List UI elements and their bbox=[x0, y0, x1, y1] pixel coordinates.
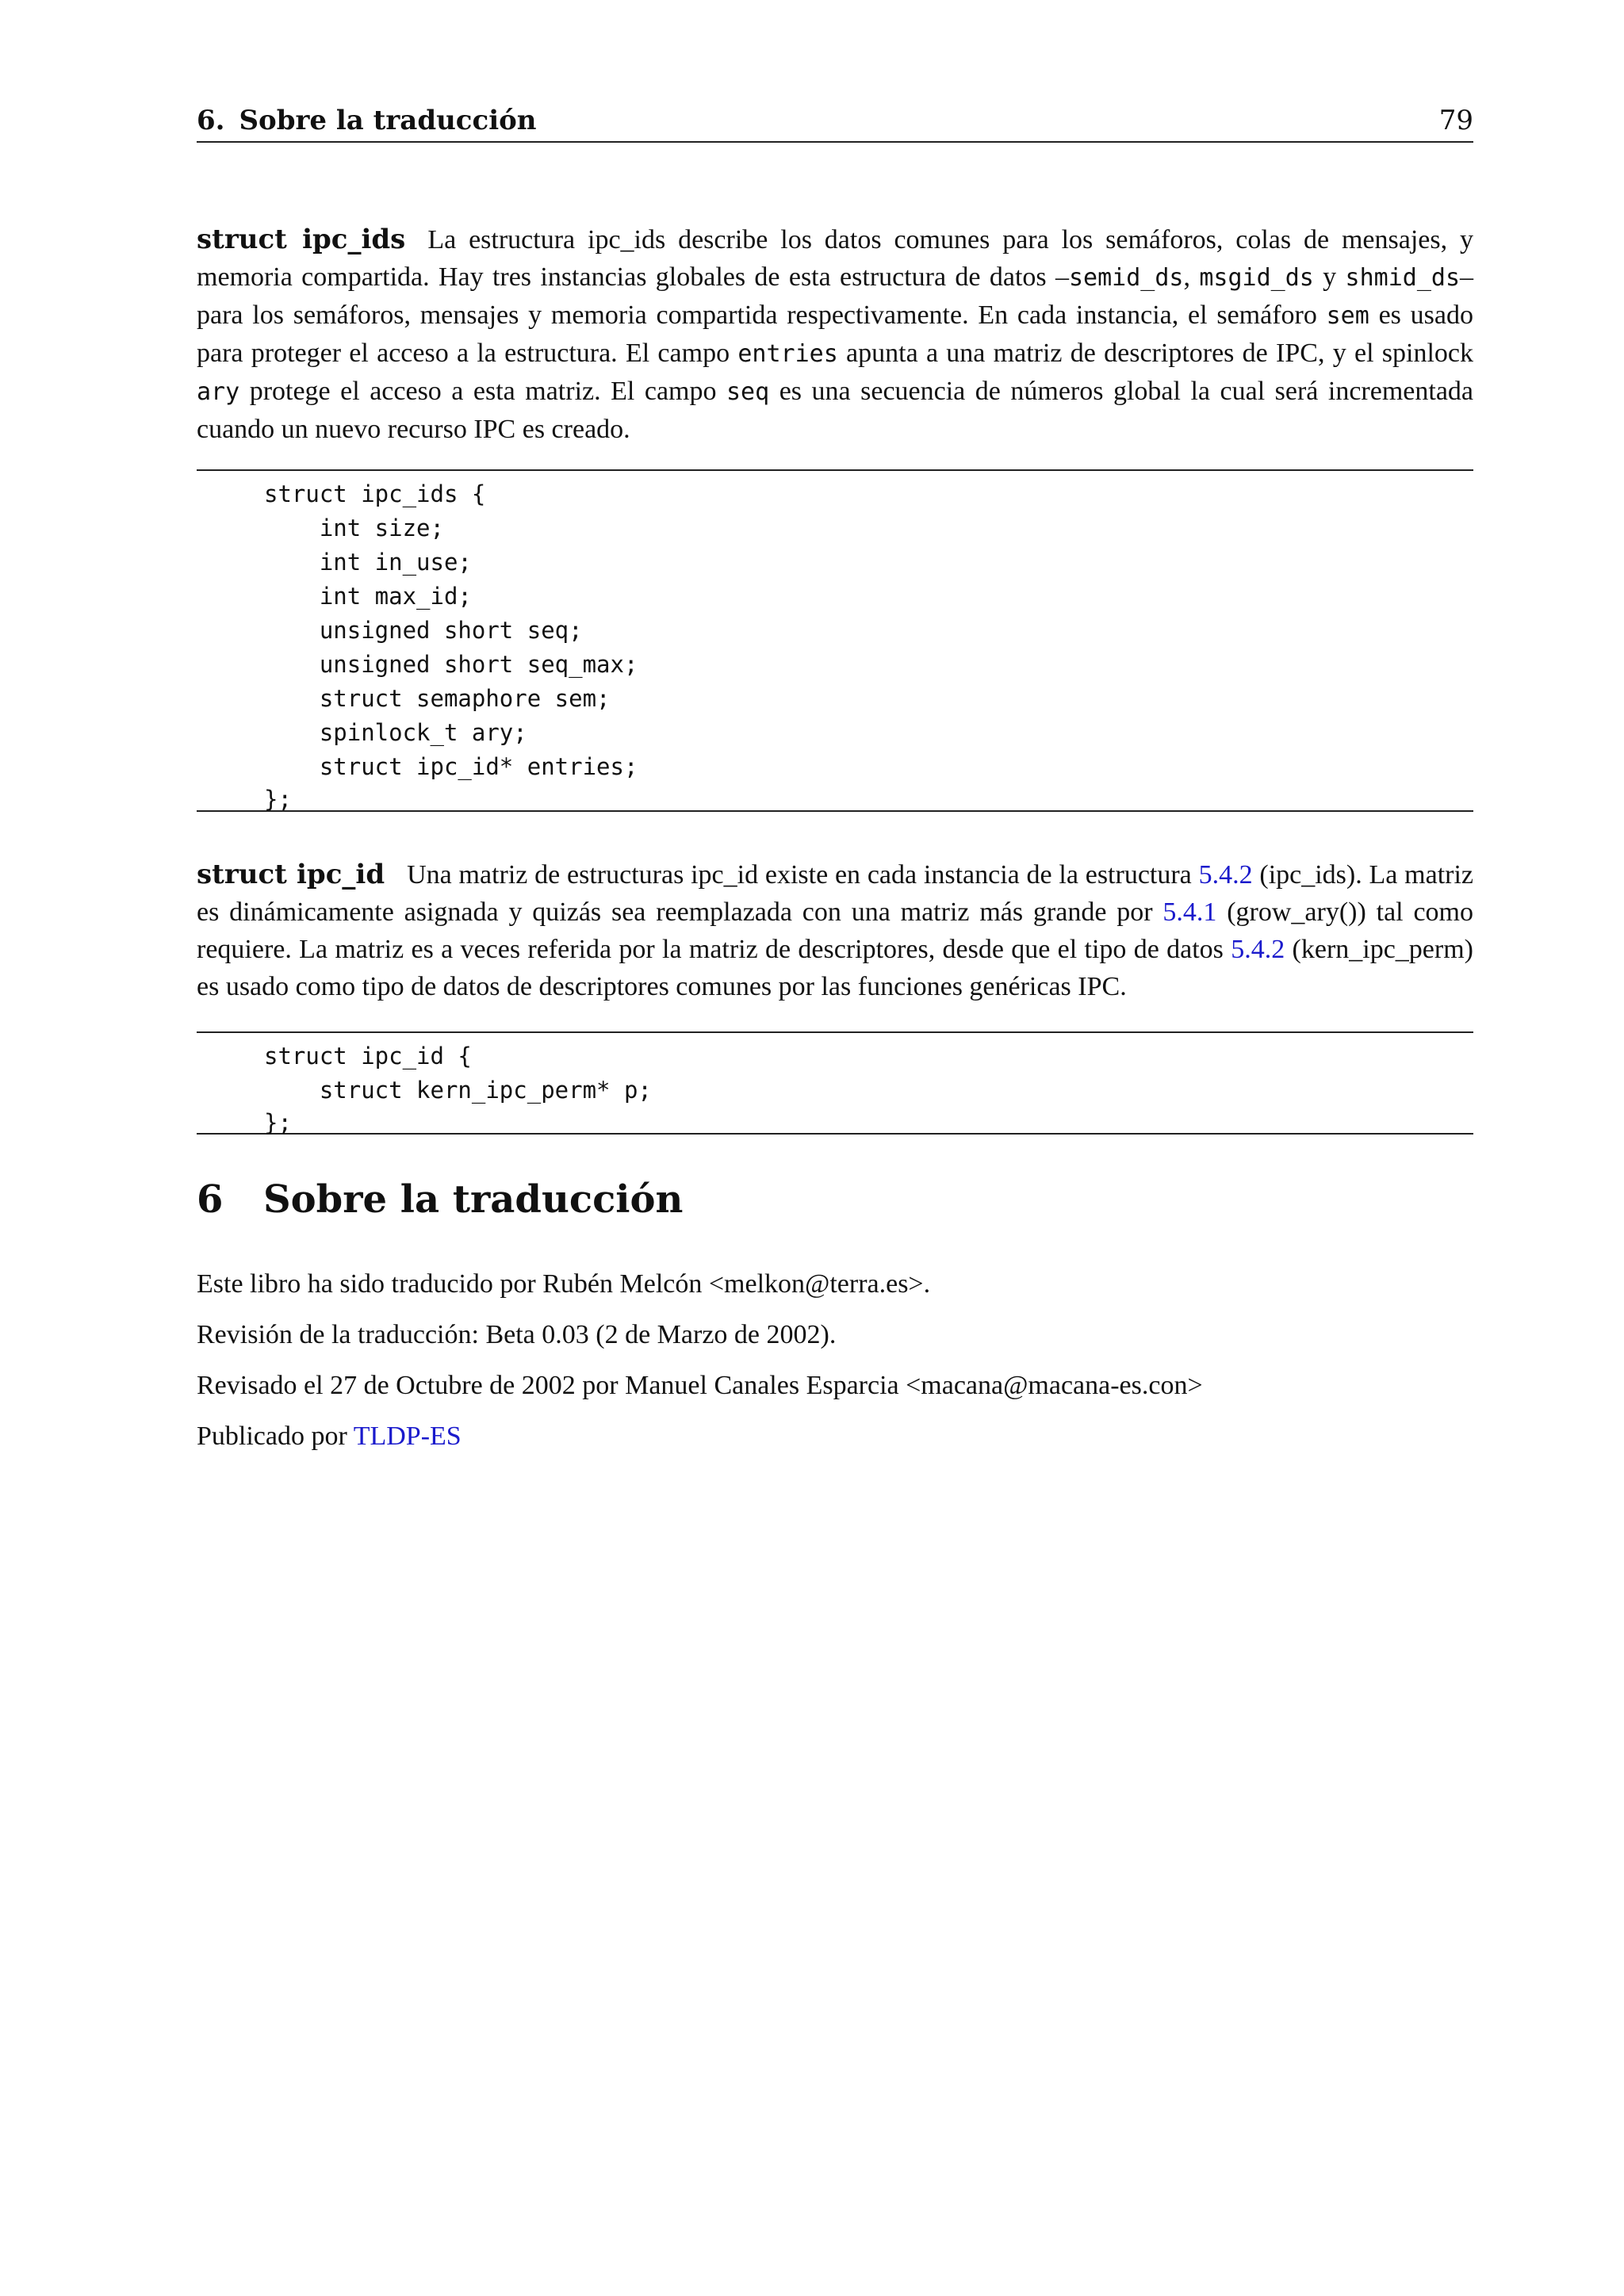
ipc-ids-heading: struct ipc_ids bbox=[197, 224, 406, 255]
page-number: 79 bbox=[1438, 105, 1473, 136]
translator-credit: Este libro ha sido traducido por Rubén Melcón <melkon@terra.es>. bbox=[197, 1269, 931, 1299]
inline-code: shmid_ds bbox=[1345, 264, 1461, 292]
ipc-id-paragraph bbox=[197, 856, 1473, 1005]
section-title: Sobre la traducción bbox=[263, 1177, 684, 1222]
inline-code: semid_ds bbox=[1068, 264, 1184, 292]
inline-code: ary bbox=[197, 378, 240, 406]
text: es usado para proteger el acceso a la estructura. El campo bbox=[197, 300, 1473, 368]
code-line: spinlock_t ary; bbox=[264, 719, 527, 746]
header-section-number: 6. bbox=[197, 105, 225, 136]
ipc-id-heading: struct ipc_id bbox=[197, 859, 385, 890]
text: es una secuencia de números global la cual será incrementada cuando un nuevo recurso IPC es creado. bbox=[197, 377, 1474, 444]
text: (ipc_ids). La matriz es dinámicamente asignada y quizás sea reemplazada con una matriz más grande por bbox=[197, 860, 1474, 927]
section-link[interactable]: 5.4.2 bbox=[1231, 935, 1285, 964]
tldp-es-link[interactable]: TLDP-ES bbox=[353, 1422, 462, 1451]
header-section-title: Sobre la traducción bbox=[239, 105, 537, 136]
revision-line: Revisión de la traducción: Beta 0.03 (2 de Marzo de 2002). bbox=[197, 1320, 837, 1349]
publisher-line bbox=[197, 1422, 462, 1452]
code-line: unsigned short seq; bbox=[264, 617, 583, 644]
text: (grow_ary()) tal como requiere. La matriz es a veces referida por la matriz de descriptores, desde que el tipo de datos bbox=[197, 897, 1473, 964]
code-line: }; bbox=[264, 1109, 292, 1136]
text: , bbox=[1183, 262, 1200, 292]
section-number: 6 bbox=[197, 1177, 224, 1222]
code-line: struct ipc_id { bbox=[264, 1043, 472, 1070]
text: La estructura ipc_ids describe los datos comunes para los semáforos, colas de mensajes, y memoria compartida. Hay tres instancias globales de esta estructura de datos – bbox=[197, 225, 1473, 292]
code-line: struct ipc_ids { bbox=[264, 480, 486, 507]
code-line: }; bbox=[264, 786, 292, 813]
code-line: struct ipc_id* entries; bbox=[264, 753, 638, 780]
text: apunta a una matriz de descriptores de IPC, y el spinlock bbox=[837, 339, 1473, 368]
publisher-prefix: Publicado por bbox=[197, 1422, 354, 1451]
ipc-id-code-block bbox=[197, 1031, 1473, 1135]
code-line: struct semaphore sem; bbox=[264, 685, 611, 712]
inline-code: entries bbox=[737, 340, 838, 368]
code-line: int max_id; bbox=[264, 583, 472, 610]
section-heading bbox=[197, 1177, 683, 1222]
reviewer-line: Revisado el 27 de Octubre de 2002 por Manuel Canales Esparcia <macana@macana-es.con> bbox=[197, 1371, 1203, 1400]
code-line: struct kern_ipc_perm* p; bbox=[264, 1077, 652, 1104]
section-link[interactable]: 5.4.2 bbox=[1198, 860, 1253, 890]
ipc-ids-code-block bbox=[197, 469, 1473, 812]
text: protege el acceso a esta matriz. El campo bbox=[239, 377, 726, 406]
text: (kern_ipc_perm) es usado como tipo de datos de descriptores comunes por las funciones genéricas IPC. bbox=[197, 935, 1473, 1001]
code-line: int size; bbox=[264, 515, 444, 541]
ipc-ids-paragraph bbox=[197, 221, 1473, 448]
inline-code: seq bbox=[726, 378, 770, 406]
inline-code: msgid_ds bbox=[1199, 264, 1314, 292]
running-header-title bbox=[197, 105, 537, 136]
inline-code: sem bbox=[1326, 302, 1369, 330]
text: Una matriz de estructuras ipc_id existe en cada instancia de la estructura bbox=[407, 860, 1199, 890]
text: y bbox=[1313, 262, 1346, 292]
code-line: unsigned short seq_max; bbox=[264, 651, 638, 678]
section-link[interactable]: 5.4.1 bbox=[1162, 897, 1217, 927]
text: – para los semáforos, mensajes y memoria compartida respectivamente. En cada instancia, el semáforo bbox=[197, 262, 1474, 330]
code-line: int in_use; bbox=[264, 549, 472, 576]
running-header bbox=[197, 101, 1473, 143]
